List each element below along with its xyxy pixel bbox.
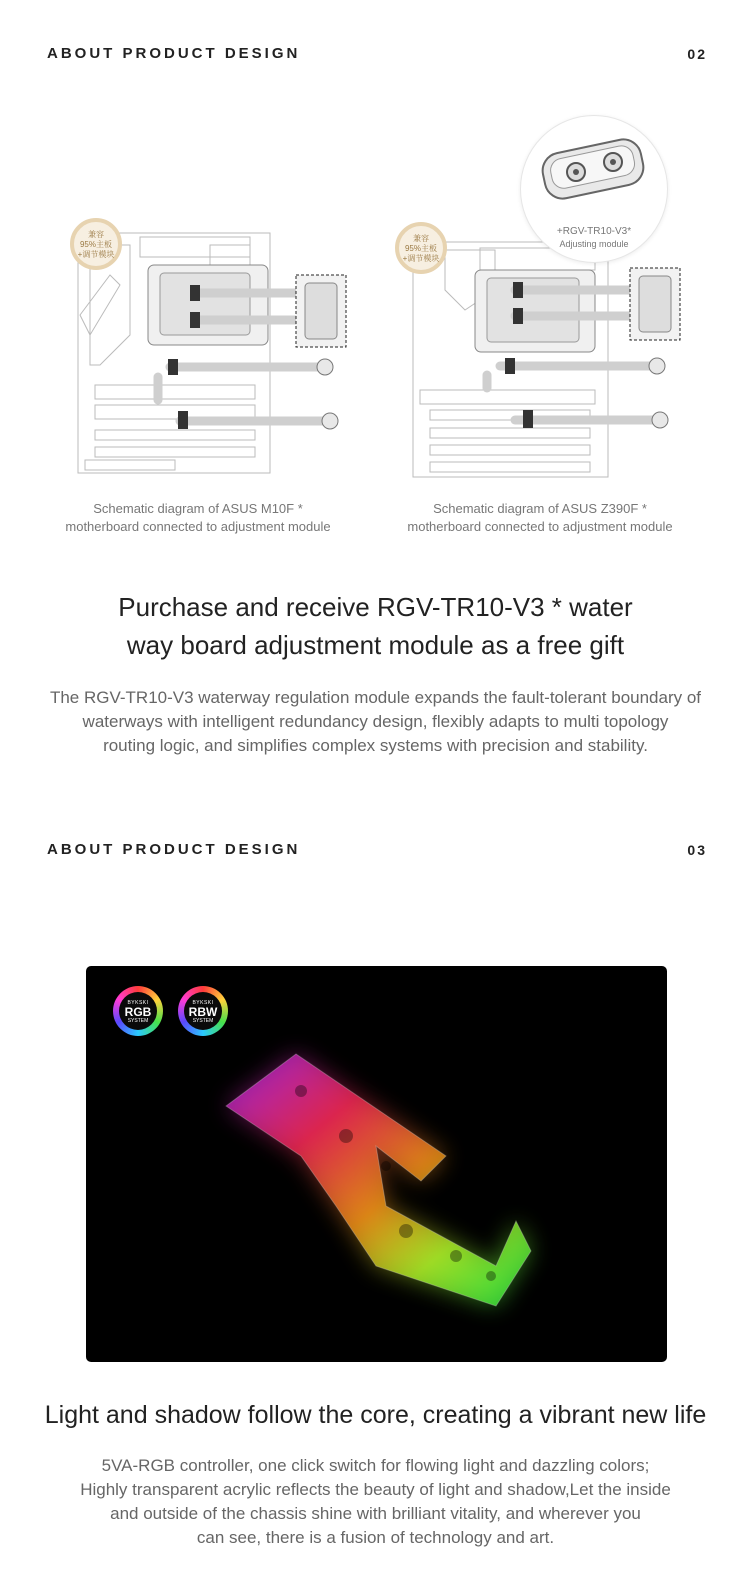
module-callout (520, 115, 668, 263)
section-title-02: ABOUT PRODUCT DESIGN (47, 45, 301, 62)
description-module (0, 686, 751, 758)
badge-tag: +调节模块 (77, 250, 115, 259)
section-number-02: 02 (687, 46, 707, 62)
headline-light-shadow: Light and shadow follow the core, creating a vibrant new life (44, 1401, 707, 1429)
caption-m10f-line2: motherboard connected to adjustment module (65, 519, 331, 534)
glowing-waterway-board (86, 966, 667, 1362)
badge-tag: +调节模块 (402, 254, 440, 263)
badge-line1: 兼容 (88, 230, 104, 239)
adjusting-module-image (521, 116, 667, 216)
description-module-line2: waterways with intelligent redundancy design, flexibly adapts to multi topology (82, 712, 669, 731)
logo-sub: SYSTEM (127, 1018, 149, 1024)
logo-main: RBW (188, 1005, 218, 1019)
module-label: +RGV-TR10-V3* (556, 226, 632, 237)
headline-free-gift (0, 588, 751, 664)
description-rgb-line2: Highly transparent acrylic reflects the beauty of light and shadow,Let the inside (80, 1480, 671, 1499)
caption-z390f-line2: motherboard connected to adjustment module (407, 519, 673, 534)
logo-main: RGB (124, 1005, 152, 1019)
headline-free-gift-line2: way board adjustment module as a free gift (126, 630, 625, 660)
rgb-product-photo (86, 966, 667, 1362)
badge-line2: 95%主板 (404, 244, 437, 253)
module-sublabel: Adjusting module (559, 239, 629, 249)
caption-z390f (370, 500, 710, 536)
description-module-line3: routing logic, and simplifies complex systems with precision and stability. (103, 736, 648, 755)
motherboard-z390f-illustration (402, 230, 705, 480)
badge-line1: 兼容 (413, 234, 429, 243)
description-rgb (0, 1454, 751, 1550)
logo-sub: SYSTEM (192, 1018, 214, 1024)
caption-z390f-line1: Schematic diagram of ASUS Z390F * (433, 501, 647, 516)
caption-m10f (28, 500, 368, 536)
compatibility-badge-left (70, 218, 122, 270)
description-rgb-line3: and outside of the chassis shine with brilliant vitality, and wherever you (110, 1504, 641, 1523)
headline-free-gift-line1: Purchase and receive RGV-TR10-V3 * water (118, 592, 633, 622)
description-rgb-line1: 5VA-RGB controller, one click switch for flowing light and dazzling colors; (101, 1456, 650, 1475)
logo-brand: BYKSKI (192, 1000, 214, 1006)
section-number-03: 03 (687, 842, 707, 858)
description-module-line1: The RGV-TR10-V3 waterway regulation module expands the fault-tolerant boundary of (49, 688, 702, 707)
caption-m10f-line1: Schematic diagram of ASUS M10F * (93, 501, 303, 516)
section-title-03: ABOUT PRODUCT DESIGN (47, 841, 301, 858)
logo-brand: BYKSKI (127, 1000, 149, 1006)
badge-line2: 95%主板 (79, 240, 112, 249)
compatibility-badge-right (395, 222, 447, 274)
diagram-asus-z390f (402, 230, 705, 480)
description-rgb-line4: can see, there is a fusion of technology and art. (196, 1528, 555, 1547)
